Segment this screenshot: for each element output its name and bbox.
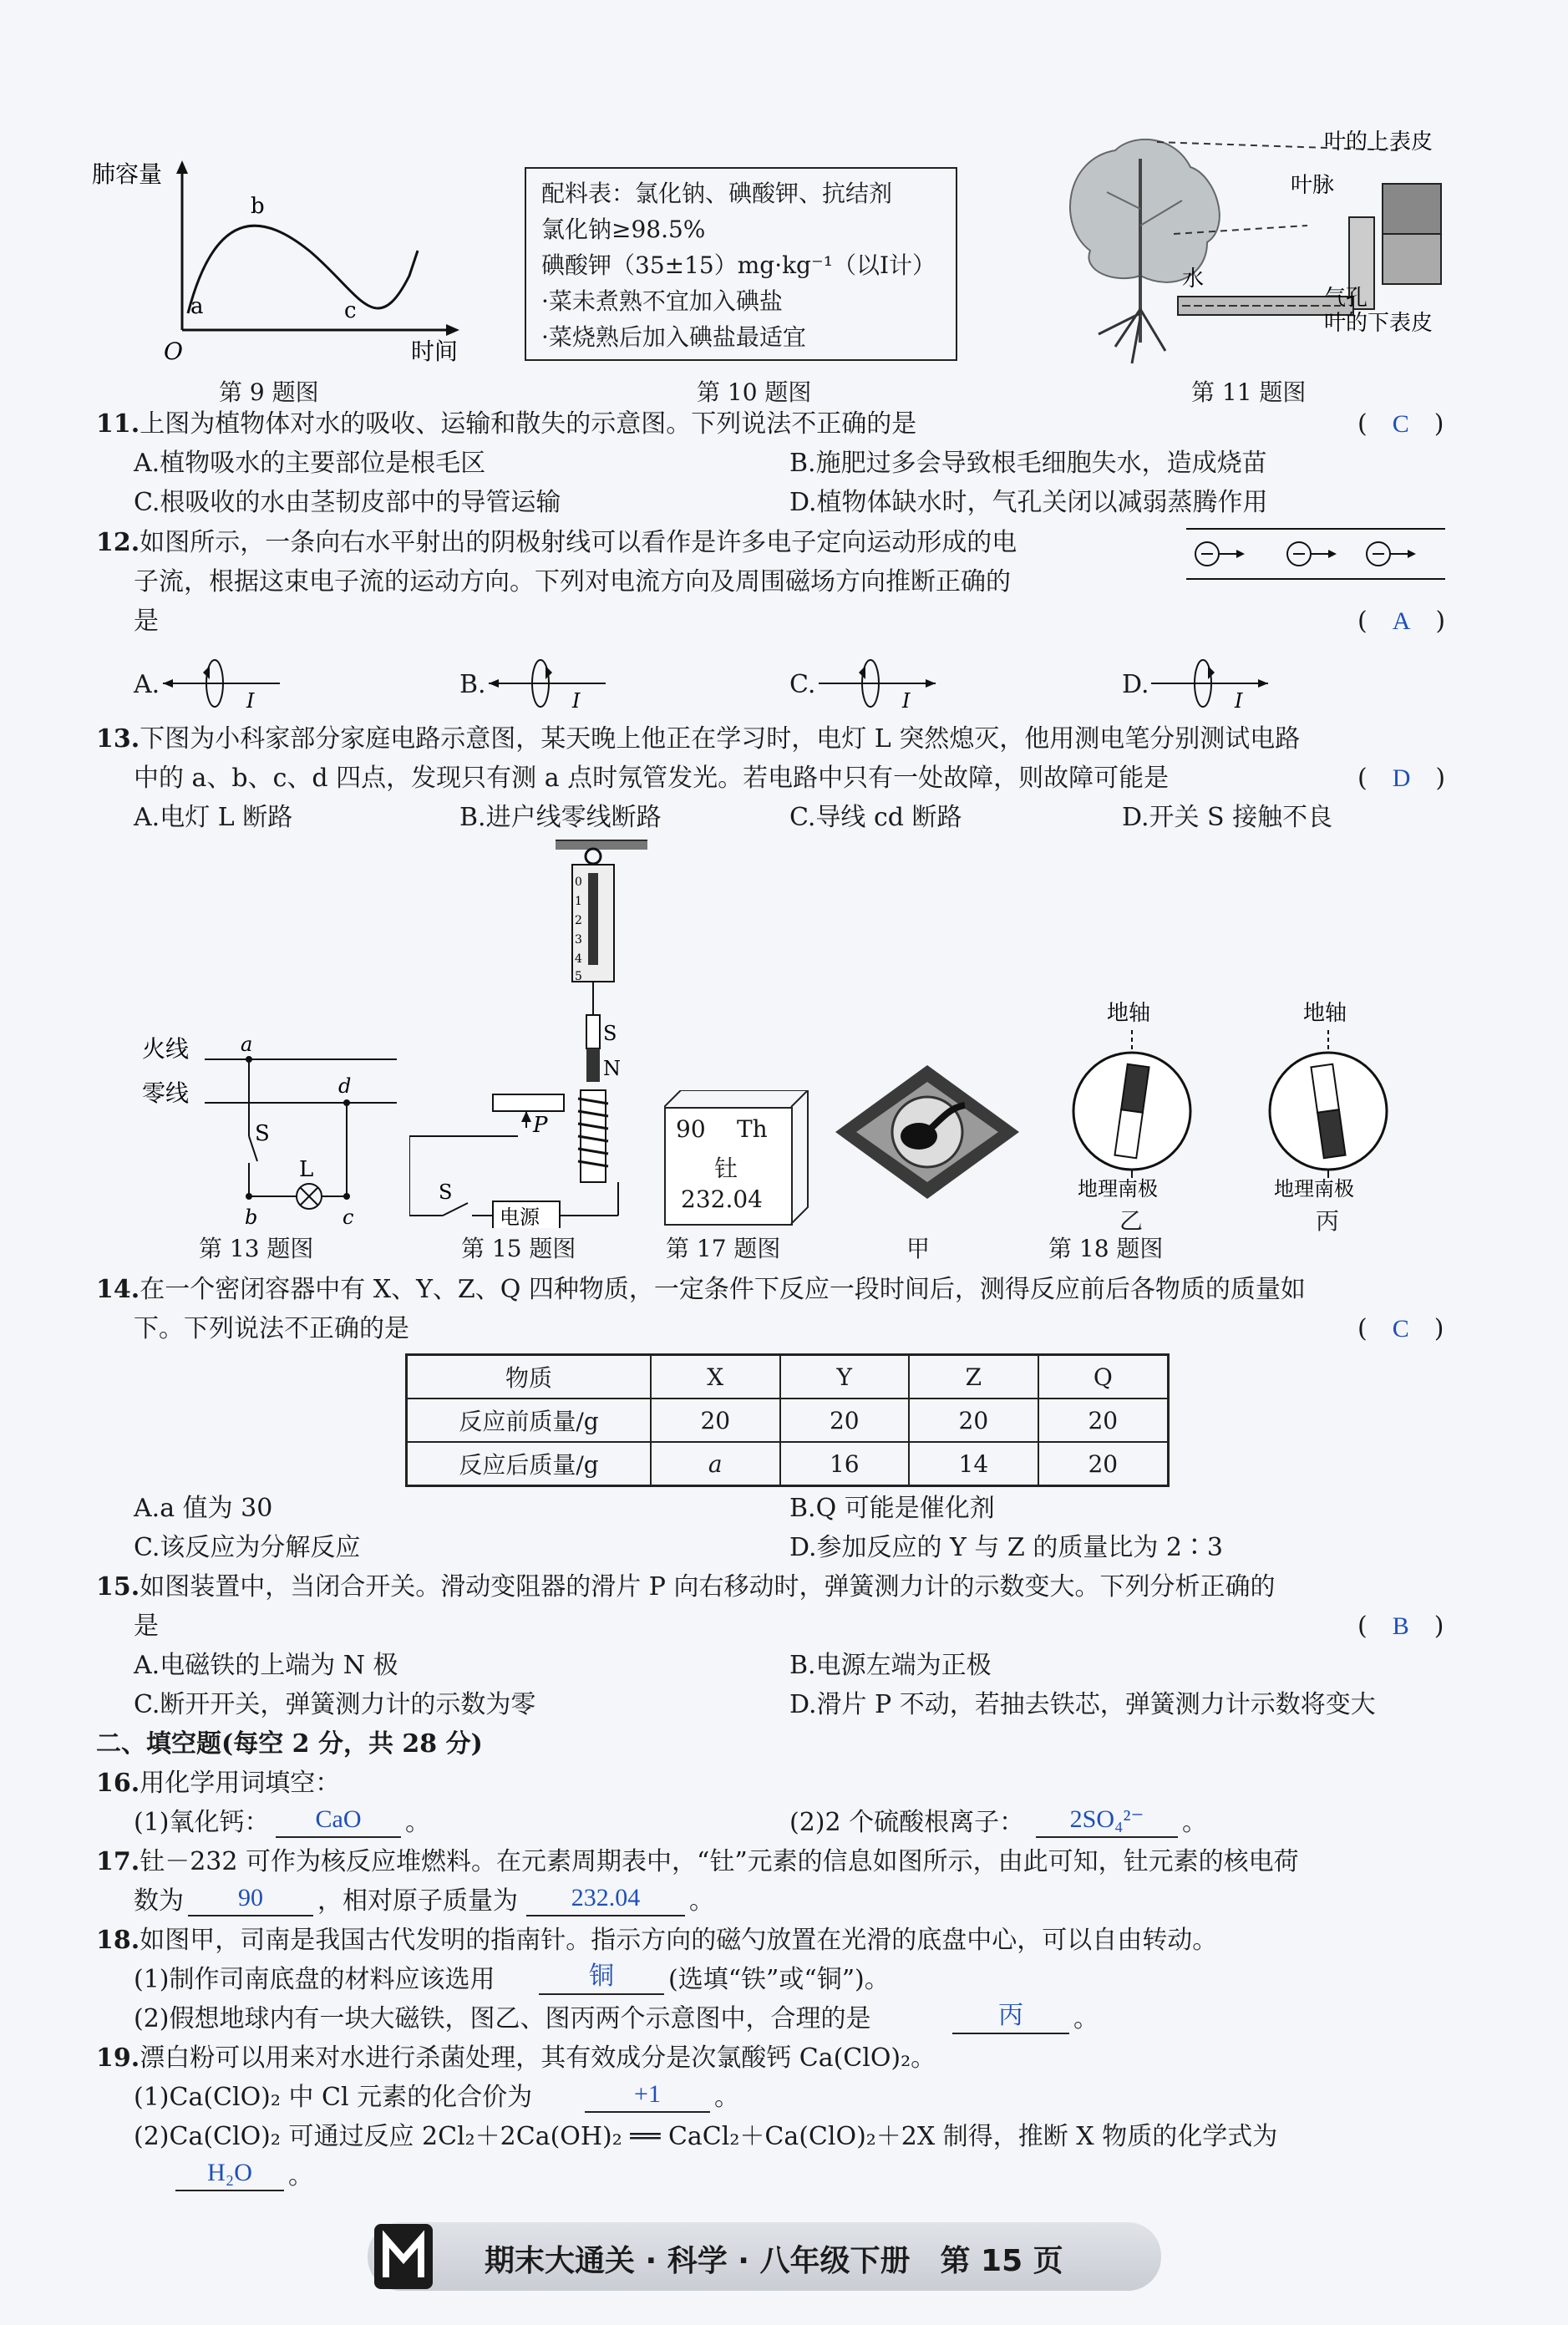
fig9-point-b: b [251,194,265,219]
q15-answer-bracket: ( B ) [1357,1612,1444,1641]
q14-option-d: D.参加反应的 Y 与 Z 的质量比为 2∶3 [789,1533,1224,1562]
q17-pre: 数为 [134,1886,184,1916]
table-row [407,1442,1169,1486]
logo-icon [374,2224,433,2289]
q14-stem-1-text: 在一个密闭容器中有 X、Y、Z、Q 四种物质，一定条件下反应一段时间后，测得反应前后各物质的质量如 [140,1275,1306,1304]
q17-number: 17. [96,1847,140,1876]
q11-option-c: C.根吸收的水由茎韧皮部中的导管运输 [134,488,561,517]
q14-stem-1 [96,1273,1306,1307]
q19-part2-prompt: (2)Ca(ClO)₂ 可通过反应 2Cl₂＋2Ca(OH)₂ ══ CaCl₂＋Ca(ClO)₂＋2X 制得，推断 X 物质的化学式为 [134,2122,1278,2151]
fig15-tick-4: 4 [575,952,582,966]
q19-part2-end: 。 [288,2161,313,2190]
fig18-label-bing: 丙 [1316,1207,1340,1235]
q13-option-d: D.开关 S 接触不良 [1122,803,1333,832]
fig11-caption: 第 11 题图 [1191,378,1307,406]
fig13-neutral-label: 零线 [142,1079,190,1107]
fig9-ylabel: 肺容量 [92,160,163,188]
fig13-caption: 第 13 题图 [199,1235,314,1262]
q19-part1-end: 。 [714,2083,739,2112]
q17-stem-1-text: 钍－232 可作为核反应堆燃料。在元素周期表中，“钍”元素的信息如图所示，由此可知，钍元素的核电荷 [140,1847,1299,1876]
q12-option-b-label: B. [459,670,486,699]
fig15-tick-5: 5 [575,970,582,983]
q14-option-a: A.a 值为 30 [134,1494,273,1523]
table-cell: 反应后质量/g [407,1442,652,1486]
fig15-tick-1: 1 [575,895,582,908]
fig17-mass: 232.04 [681,1185,763,1213]
q14-number: 14. [96,1275,140,1304]
table-header-row [407,1355,1169,1399]
q11-stem [96,408,916,441]
q12-option-a-label: A. [134,670,160,699]
fig9-caption: 第 9 题图 [219,378,319,406]
fig11-label-lower: 叶的下表皮 [1324,311,1434,336]
q13-stem-2: 中的 a、b、c、d 四点，发现只有测 a 点时氖管发光。若电路中只有一处故障，则故障可能是 [134,764,1170,793]
table-cell: 20 [909,1399,1038,1442]
q18-answer-1[interactable]: 铜 [539,1960,664,1995]
q12-number: 12. [96,528,140,557]
fig13-point-a: a [241,1033,253,1056]
q15-option-c: C.断开开关，弹簧测力计的示数为零 [134,1690,536,1719]
fig15-magnet-n: N [603,1057,621,1080]
q19-answer-2[interactable]: H₂O [175,2156,284,2191]
q17-stem-1 [96,1845,1299,1879]
fig9-xlabel: 时间 [411,338,459,365]
q11-option-d: D.植物体缺水时，气孔关闭以减弱蒸腾作用 [789,488,1268,517]
table-row [407,1399,1169,1442]
fig11-label-vein: 叶脉 [1291,173,1335,198]
fig10-line-3: 碘酸钾（35±15）mg·kg⁻¹（以Ⅰ计） [541,251,936,279]
fig10-line-2: 氯化钠≥98.5% [541,216,706,243]
fig11-label-water: 水 [1182,267,1205,292]
q12-option-a-diagram [163,656,288,710]
q19-stem-text: 漂白粉可以用来对水进行杀菌处理，其有效成分是次氯酸钙 Ca(ClO)₂。 [140,2043,936,2073]
fig18-caption: 第 18 题图 [1048,1235,1164,1262]
fig18-bing-axis: 地轴 [1303,1001,1347,1026]
fig11-label-upper: 叶的上表皮 [1324,129,1434,155]
fig9-origin: O [164,338,183,365]
q16-part1-prompt: (1)氧化钙： [134,1808,270,1837]
fig18-sinan-compass [827,1057,1028,1207]
fig15-switch-s: S [439,1180,453,1204]
q12-electron-beam-figure [1178,522,1454,585]
q18-stem [96,1924,1217,1957]
q15-stem-1 [96,1571,1275,1604]
fig15-power-label: 电源 [500,1206,540,1228]
fig18-bing-pole: 地理南极 [1274,1177,1354,1199]
fig17-caption: 第 17 题图 [666,1235,781,1262]
q18-part1-prompt: (1)制作司南底盘的材料应该选用 [134,1965,495,1994]
table-header-cell: 物质 [407,1355,652,1399]
fig13-switch-label: S [255,1121,270,1146]
q14-answer: C [1392,1315,1409,1343]
table-cell: 20 [1038,1442,1169,1486]
q11-option-b: B.施肥过多会导致根毛细胞失水，造成烧苗 [789,449,1267,478]
q12-current-b: I [572,689,581,710]
q15-stem-1-text: 如图装置中，当闭合开关。滑动变阻器的滑片 P 向右移动时，弹簧测力计的示数变大。下列分析正确的 [140,1572,1276,1602]
q16-part2-end: 。 [1182,1808,1207,1837]
table-cell: 20 [780,1399,910,1442]
q14-answer-bracket: ( C ) [1357,1314,1444,1343]
fig18-earth-bing [1253,998,1403,1199]
fig18-earth-yi [1057,998,1207,1199]
q15-option-b: B.电源左端为正极 [789,1651,992,1680]
fig13-point-d: d [338,1074,352,1098]
q13-number: 13. [96,724,140,754]
q14-stem-2: 下。下列说法不正确的是 [134,1314,409,1343]
q14-option-b: B.Q 可能是催化剂 [789,1494,995,1523]
fig13-point-c: c [343,1206,354,1229]
q12-option-b-diagram [489,656,614,710]
fig10-line-5: ·菜烧熟后加入碘盐最适宜 [541,323,806,351]
fig15-magnet-s: S [603,1022,617,1045]
q16-stem-text: 用化学用词填空： [140,1769,341,1798]
q12-option-c-label: C. [789,670,816,699]
table-header-cell: Q [1038,1355,1169,1399]
fig18-yi-pole: 地理南极 [1078,1177,1158,1199]
fig18-yi-axis: 地轴 [1107,1001,1151,1026]
q12-current-d: I [1235,689,1243,710]
q13-answer: D [1392,764,1411,792]
fig15-tick-2: 2 [575,914,582,927]
q16-part1-end: 。 [405,1808,430,1837]
fig17-name: 钍 [714,1155,738,1182]
q17-end: 。 [689,1886,714,1916]
fig18-label-jia: 甲 [906,1235,931,1262]
q11-number: 11. [96,409,140,439]
q12-option-d-label: D. [1122,670,1149,699]
q19-stem [96,2042,936,2075]
table-cell: 16 [780,1442,910,1486]
q19-answer-1[interactable]: +1 [585,2078,710,2113]
q12-current-a: I [246,689,255,710]
q12-option-c-diagram [819,656,944,710]
fig17-symbol: Th [737,1115,768,1143]
fig10-caption: 第 10 题图 [697,378,812,406]
fig17-card-depth [664,1090,814,1224]
q16-part2-prompt: (2)2 个硫酸根离子： [789,1808,1025,1837]
q16-answer-2[interactable]: 2SO₄²⁻ [1036,1803,1178,1838]
fig18-label-yi: 乙 [1119,1207,1144,1235]
q19-number: 19. [96,2043,140,2073]
q11-option-a: A.植物吸水的主要部位是根毛区 [134,449,486,478]
q13-answer-bracket: ( D ) [1357,764,1446,793]
fig9-point-a: a [190,294,204,319]
q11-stem-text: 上图为植物体对水的吸收、运输和散失的示意图。下列说法不正确的是 [140,409,917,439]
q16-answer-1[interactable]: CaO [276,1803,401,1838]
q12-answer: A [1392,607,1411,635]
q18-part2-prompt: (2)假想地球内有一块大磁铁，图乙、图丙两个示意图中，合理的是 [134,2004,871,2033]
q19-part1-prompt: (1)Ca(ClO)₂ 中 Cl 元素的化合价为 [134,2083,533,2112]
q17-answer-2[interactable]: 232.04 [526,1881,685,1916]
table-cell: 14 [909,1442,1038,1486]
fig15-caption: 第 15 题图 [461,1235,576,1262]
q15-number: 15. [96,1572,140,1602]
q17-mid: ，相对原子质量为 [317,1886,518,1916]
q15-option-d: D.滑片 P 不动，若抽去铁芯，弹簧测力计示数将变大 [789,1690,1376,1719]
table-cell: 20 [1038,1399,1169,1442]
table-cell: 20 [651,1399,780,1442]
q13-stem-1 [96,723,1300,756]
q13-stem-1-text: 下图为小科家部分家庭电路示意图，某天晚上他正在学习时，电灯 L 突然熄灭，他用测电笔分别测试电路 [140,724,1301,754]
fig15-tick-3: 3 [575,933,582,947]
q14-mass-table [405,1353,1170,1487]
q18-number: 18. [96,1926,140,1955]
table-cell: a [651,1442,780,1486]
q11-answer-bracket: ( C ) [1357,409,1444,439]
fig13-live-label: 火线 [142,1035,190,1063]
q18-answer-2[interactable]: 丙 [952,1999,1069,2034]
table-cell: 反应前质量/g [407,1399,652,1442]
q18-part2-end: 。 [1073,2004,1099,2033]
footer-title: 期末大通关 · 科学 · 八年级下册 第 15 页 [485,2244,1063,2278]
fig9-point-c: c [344,298,357,323]
fig15-slider-p: P [533,1113,548,1138]
q15-answer: B [1392,1612,1409,1640]
q12-stem-2: 子流，根据这束电子流的运动方向。下列对电流方向及周围磁场方向推断正确的 [134,567,1011,596]
q17-answer-1[interactable]: 90 [188,1881,313,1916]
table-header-cell: X [651,1355,780,1399]
q18-stem-text: 如图甲，司南是我国古代发明的指南针。指示方向的磁勺放置在光滑的底盘中心，可以自由转动。 [140,1926,1218,1955]
fig10-ingredient-box [525,167,957,361]
section-fill-in-heading: 二、填空题(每空 2 分，共 28 分) [96,1729,483,1759]
fig9-lung-volume-graph [84,150,468,376]
q15-option-a: A.电磁铁的上端为 N 极 [134,1651,398,1680]
q13-option-a: A.电灯 L 断路 [134,803,293,832]
fig13-point-b: b [245,1206,258,1229]
q11-answer: C [1392,410,1409,438]
q12-stem-1-text: 如图所示，一条向右水平射出的阴极射线可以看作是许多电子定向运动形成的电 [140,528,1017,557]
q16-number: 16. [96,1769,140,1798]
fig11-plant-diagram [1048,125,1499,372]
fig11-label-stoma: 气孔 [1324,286,1368,311]
q18-part1-end: (选填“铁”或“铜”)。 [668,1965,890,1994]
fig17-atomic-number: 90 [676,1115,706,1143]
fig13-circuit [138,1028,414,1232]
q12-option-d-diagram [1151,656,1276,710]
fig10-line-1: 配料表：氯化钠、碘酸钾、抗结剂 [541,180,893,207]
q14-option-c: C.该反应为分解反应 [134,1533,361,1562]
fig13-lamp-label: L [299,1157,314,1182]
q13-option-c: C.导线 cd 断路 [789,803,962,832]
q12-answer-bracket: ( A ) [1357,607,1446,636]
q15-stem-2: 是 [134,1612,159,1641]
q12-stem-1 [96,526,1017,560]
q12-stem-3: 是 [134,607,159,636]
fig10-line-4: ·菜未煮熟不宜加入碘盐 [541,287,783,315]
q13-option-b: B.进户线零线断路 [459,803,662,832]
table-header-cell: Z [909,1355,1038,1399]
fig15-electromagnet-setup [409,840,660,1228]
table-header-cell: Y [780,1355,910,1399]
q12-current-c: I [902,689,911,710]
fig15-tick-0: 0 [575,876,582,889]
q16-stem [96,1767,340,1800]
